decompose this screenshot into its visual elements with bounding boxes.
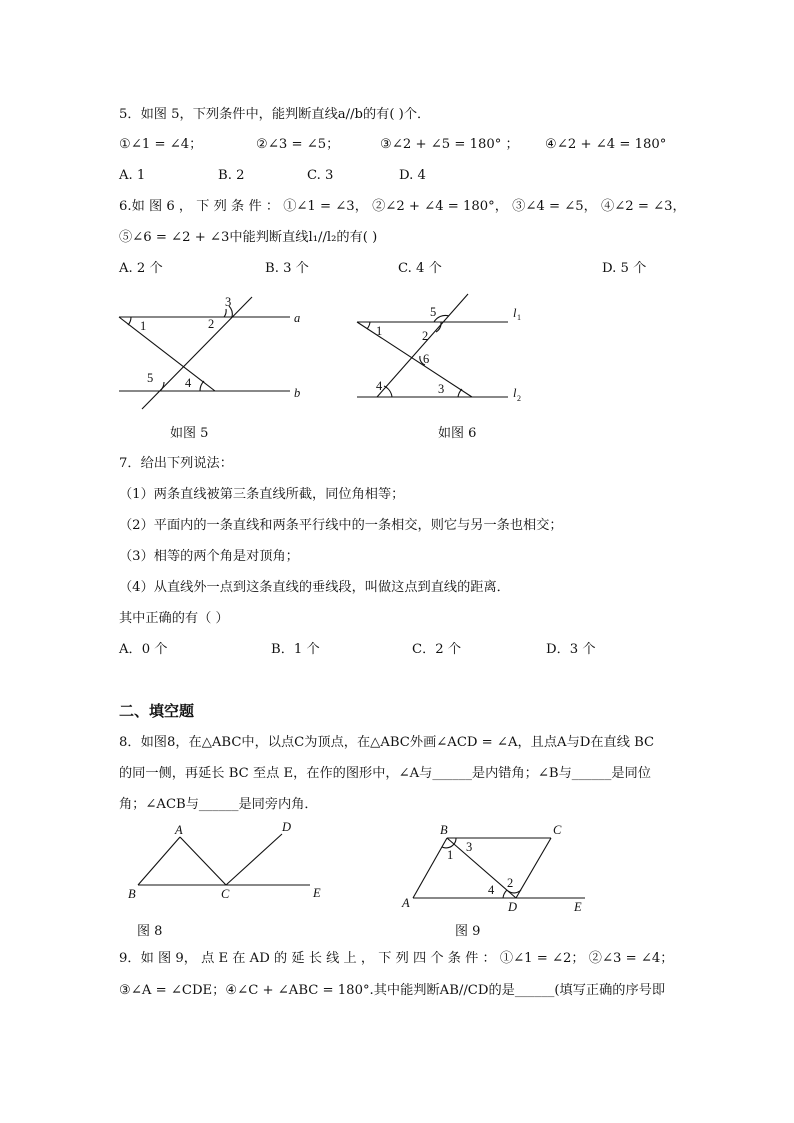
q7-option-a: A．0 个 (119, 642, 168, 657)
label-2: 2 (422, 329, 429, 343)
q6-option-c: C. 4 个 (398, 261, 442, 276)
q7-option-b: B．1 个 (271, 642, 320, 657)
q7-ask: 其中正确的有（ ） (119, 611, 229, 626)
label-b: b (294, 386, 301, 400)
q6-option-d: D. 5 个 (602, 261, 647, 276)
q5-condition-2: ②∠3 = ∠5； (256, 137, 340, 152)
q5-option-b: B. 2 (218, 168, 245, 183)
q8-line3: 角；∠ACB与______是同旁内角． (119, 797, 318, 812)
q6-stem-line2: ⑤∠6 = ∠2 + ∠3中能判断直线l₁//l₂的有( ) (119, 230, 378, 245)
label-C: C (553, 823, 562, 837)
q5-option-d: D. 4 (399, 168, 426, 183)
q8-line2: 的同一侧，再延长 BC 至点 E，在作的图形中，∠A与______是内错角；∠B与______是同位 (119, 766, 651, 781)
segment-bd (447, 838, 516, 898)
section-title: 二、填空题 (119, 702, 195, 720)
q6-option-b: B. 3 个 (265, 261, 309, 276)
segment-ab (413, 838, 447, 898)
label-D: D (282, 820, 292, 834)
q7-item-3: （3）相等的两个角是对顶角； (119, 549, 299, 564)
segment-cd (516, 838, 551, 898)
label-3: 3 (466, 840, 473, 854)
label-a: a (294, 311, 301, 325)
label-B: B (128, 887, 136, 901)
q5-condition-3: ③∠2 + ∠5 = 180° ； (380, 137, 519, 152)
figure9-caption: 图 9 (455, 924, 481, 939)
label-A: A (175, 823, 183, 837)
q7-stem: 7．给出下列说法： (119, 456, 233, 471)
label-D: D (508, 900, 518, 914)
label-1: 1 (140, 319, 147, 333)
label-2: 2 (208, 317, 215, 331)
q5-condition-1: ①∠1 = ∠4； (119, 137, 203, 152)
label-1: 1 (447, 848, 454, 862)
figure5-caption: 如图 5 (170, 426, 209, 441)
q7-option-d: D．3 个 (546, 642, 596, 657)
q8-line1: 8．如图8，在△ABC中，以点C为顶点，在△ABC外画∠ACD = ∠A，且点A与D在直线 BC (119, 735, 655, 750)
label-l1-sub: 1 (517, 313, 521, 322)
label-3: 3 (225, 295, 232, 309)
angle-arc-4 (503, 890, 507, 898)
label-4: 4 (488, 883, 495, 897)
q7-item-1: （1）两条直线被第三条直线所截，同位角相等； (119, 487, 405, 502)
label-4: 4 (185, 376, 192, 390)
angle-arc-3 (454, 838, 456, 844)
label-C: C (221, 887, 230, 901)
q6-stem-line1: 6.如 图 6 ， 下 列 条 件 ： ①∠1 = ∠3， ②∠2 + ∠4 = 180°， ③∠4 = ∠5， ④∠2 = ∠3， (119, 199, 686, 214)
label-2: 2 (507, 876, 514, 890)
label-E: E (574, 900, 582, 914)
label-1: 1 (376, 324, 383, 338)
label-4: 4 (376, 379, 383, 393)
q7-option-c: C．2 个 (412, 642, 462, 657)
label-l2-sub: 2 (517, 394, 521, 403)
label-E: E (313, 886, 321, 900)
label-l1: l (513, 306, 517, 320)
q9-line2: ③∠A = ∠CDE；④∠C + ∠ABC = 180°.其中能判断AB//CD的是______(填写正确的序号即 (119, 983, 666, 998)
label-l2: l (513, 386, 517, 400)
label-A: A (402, 896, 410, 910)
label-B: B (440, 823, 448, 837)
q7-item-2: （2）平面内的一条直线和两条平行线中的一条相交，则它与另一条也相交； (119, 518, 563, 533)
figure8-caption: 图 8 (137, 924, 163, 939)
q6-option-a: A. 2 个 (119, 261, 163, 276)
label-5: 5 (430, 305, 437, 319)
q5-stem: 5．如图 5，下列条件中，能判断直线a//b的有( )个． (119, 107, 431, 122)
label-3: 3 (438, 382, 445, 396)
figure6-caption: 如图 6 (438, 426, 477, 441)
label-6: 6 (423, 352, 430, 366)
label-5: 5 (147, 371, 154, 385)
q5-option-a: A. 1 (119, 168, 146, 183)
q5-option-c: C. 3 (307, 168, 334, 183)
q5-condition-4: ④∠2 + ∠4 = 180° (545, 137, 667, 152)
q9-line1: 9．如 图 9， 点 E 在 AD 的 延 长 线 上 ， 下 列 四 个 条 件 ： ①∠1 = ∠2； ②∠3 = ∠4； (119, 951, 674, 966)
q7-item-4: （4）从直线外一点到这条直线的垂线段，叫做这点到直线的距离． (119, 580, 510, 595)
